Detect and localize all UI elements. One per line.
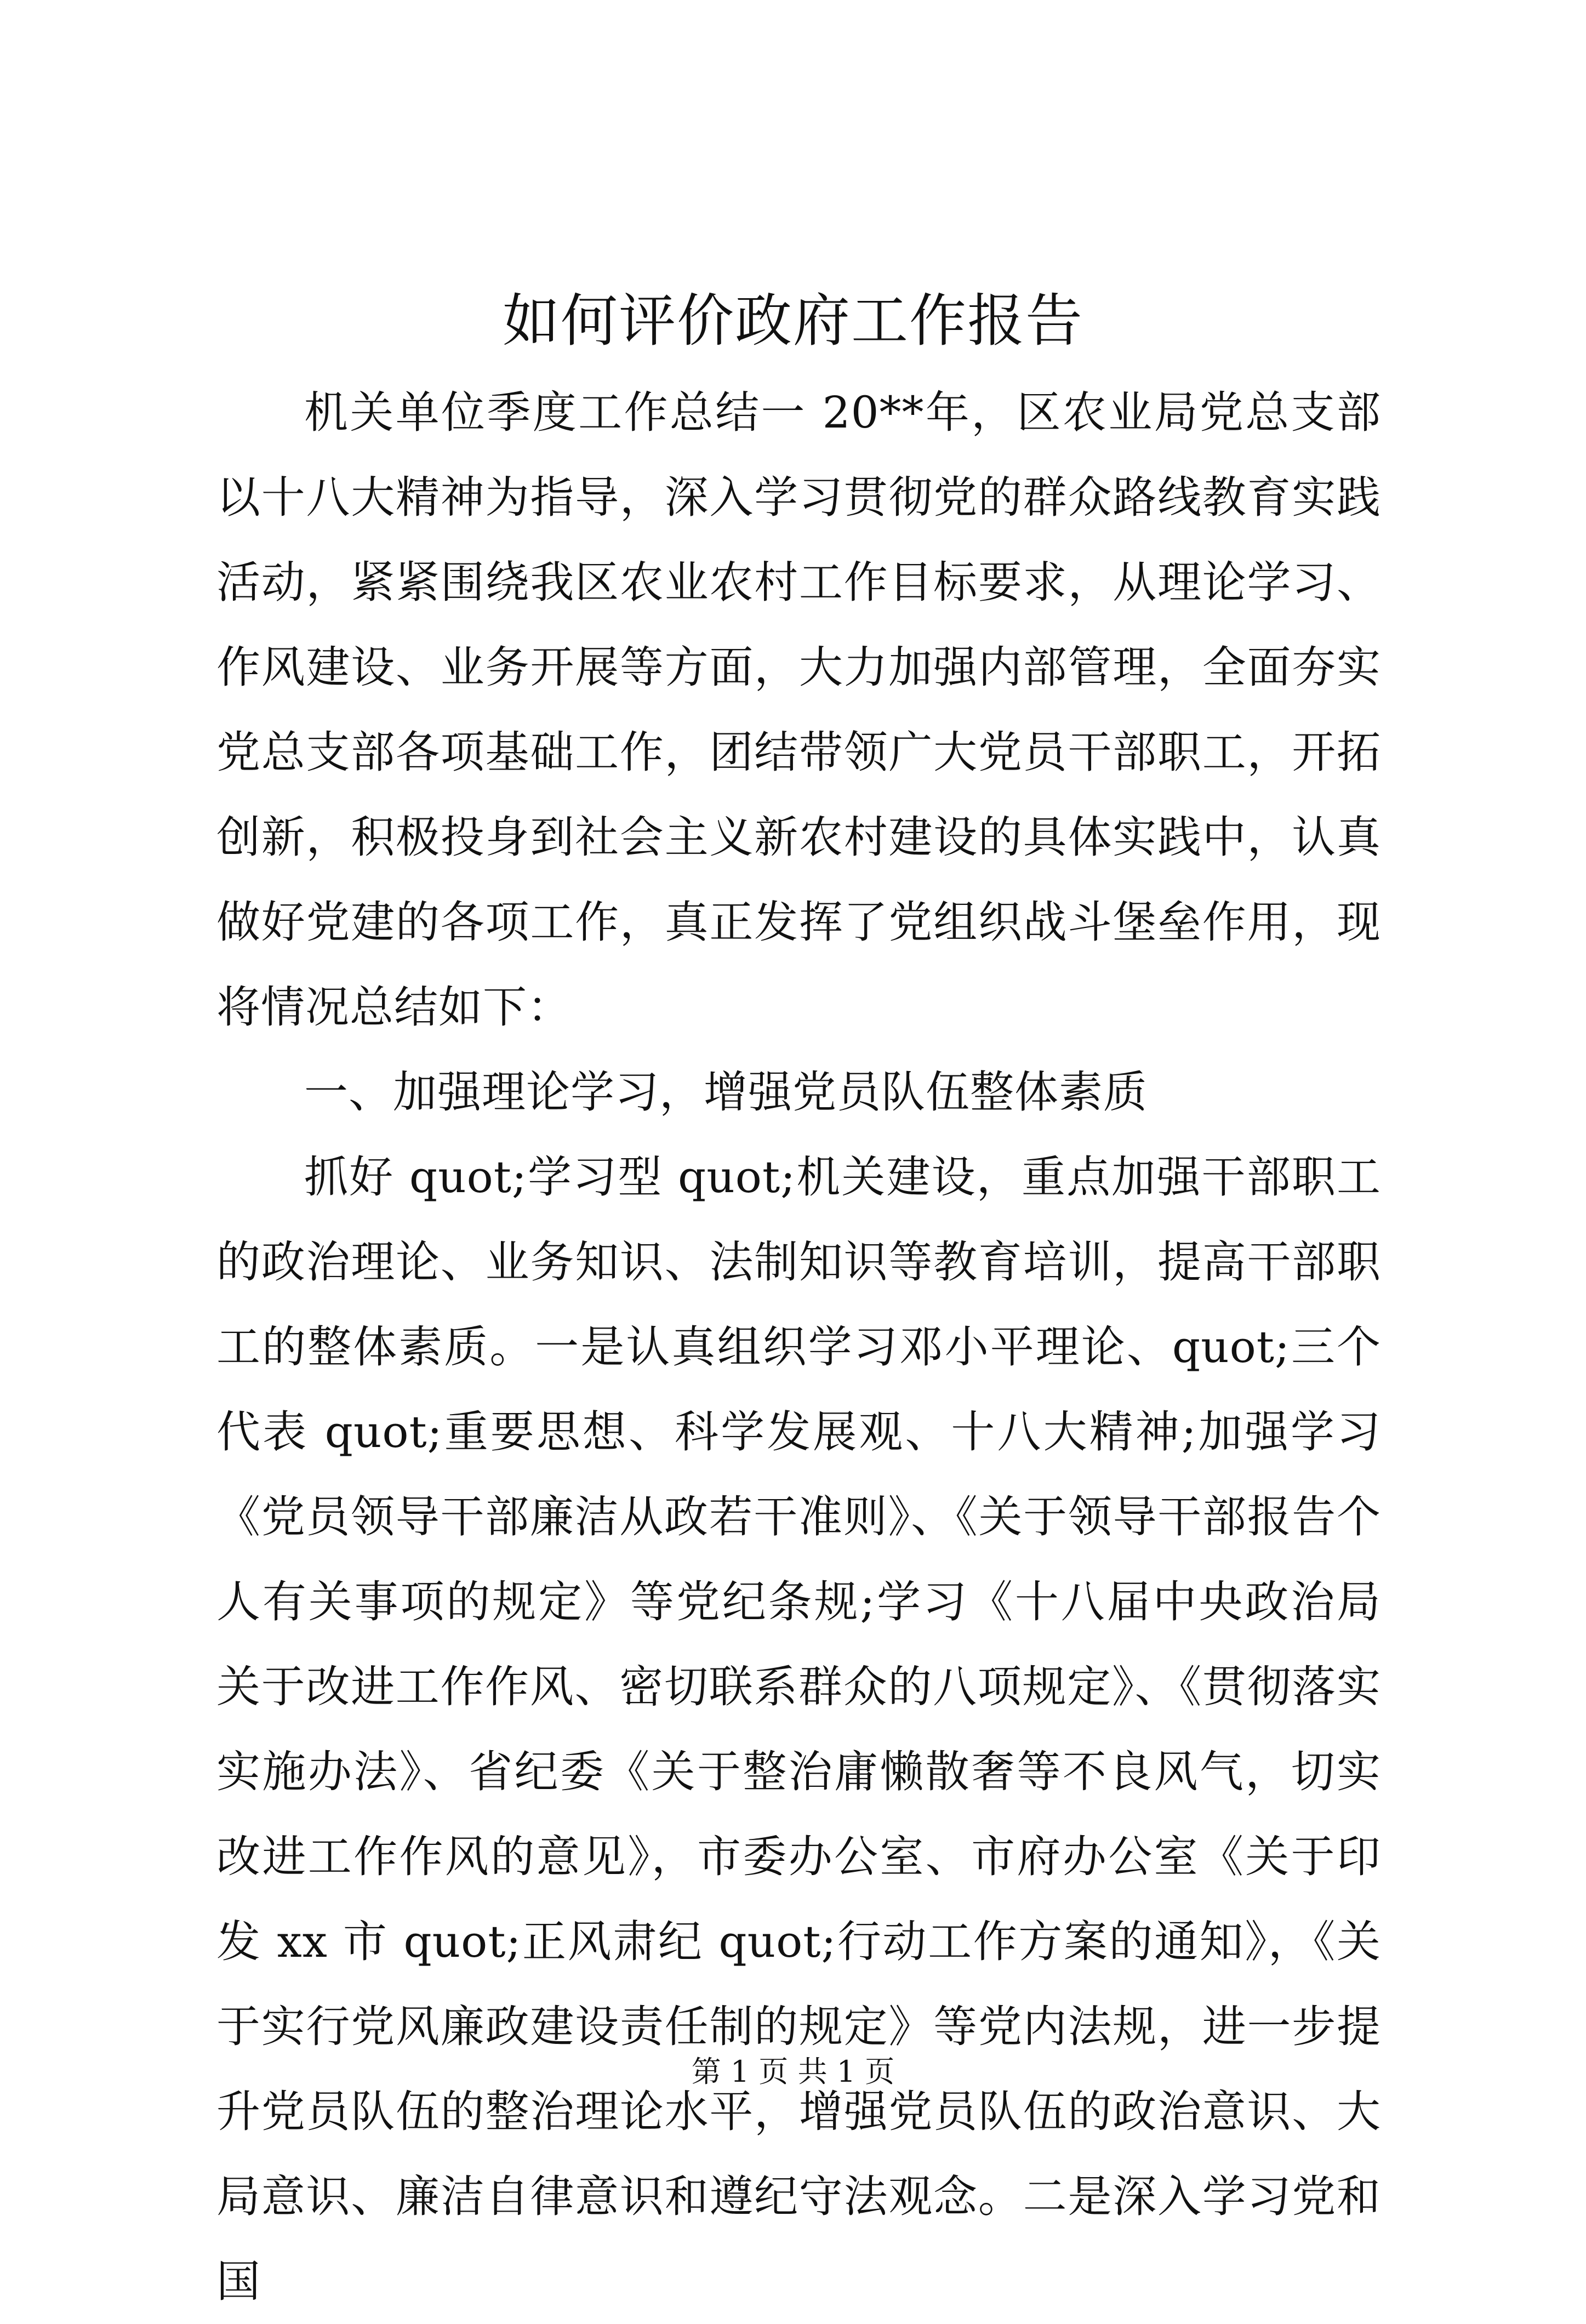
paragraph-intro: 机关单位季度工作总结一 20**年，区农业局党总支部以十八大精神为指导，深入学习贯彻党的群众路线教育实践活动，紧紧围绕我区农业农村工作目标要求，从理论学习、作风建设、业务开展等方面，大力加强内部管理，全面夯实党总支部各项基础工作，团结带领广大党员干部职工，开拓创新，积极投身到社会主义新农村建设的具体实践中，认真做好党建的各项工作，真正发挥了党组织战斗堡垒作用，现将情况总结如下：: [216, 387, 1381, 1033]
document-body: [216, 370, 1381, 2324]
paragraph-section-1: 抓好 quot;学习型 quot;机关建设，重点加强干部职工的政治理论、业务知识、法制知识等教育培训，提高干部职工的整体素质。一是认真组织学习邓小平理论、quot;三个代表 quot;重要思想、科学发展观、十八大精神;加强学习《党员领导干部廉洁从政若干准则》、《关于领导干部报告个人有关事项的规定》等党纪条规;学习《十八届中央政治局关于改进工作作风、密切联系群众的八项规定》、《贯彻落实实施办法》、省纪委《关于整治庸懒散奢等不良风气，切实改进工作作风的意见》，市委办公室、市府办公室《关于印发 xx 市 quot;正风肃纪 quot;行动工作方案的通知》，《关于实行党风廉政建设责任制的规定》等党内法规，进一步提升党员队伍的整治理论水平，增强党员队伍的政治意识、大局意识、廉洁自律意识和遵纪守法观念。二是深入学习党和国: [216, 1152, 1381, 2307]
page-footer: 第 1 页 共 1 页: [691, 2054, 895, 2089]
document-title: 如何评价政府工作报告: [502, 287, 1083, 354]
section-heading-1: 一、加强理论学习，增强党员队伍整体素质: [304, 1067, 1148, 1118]
